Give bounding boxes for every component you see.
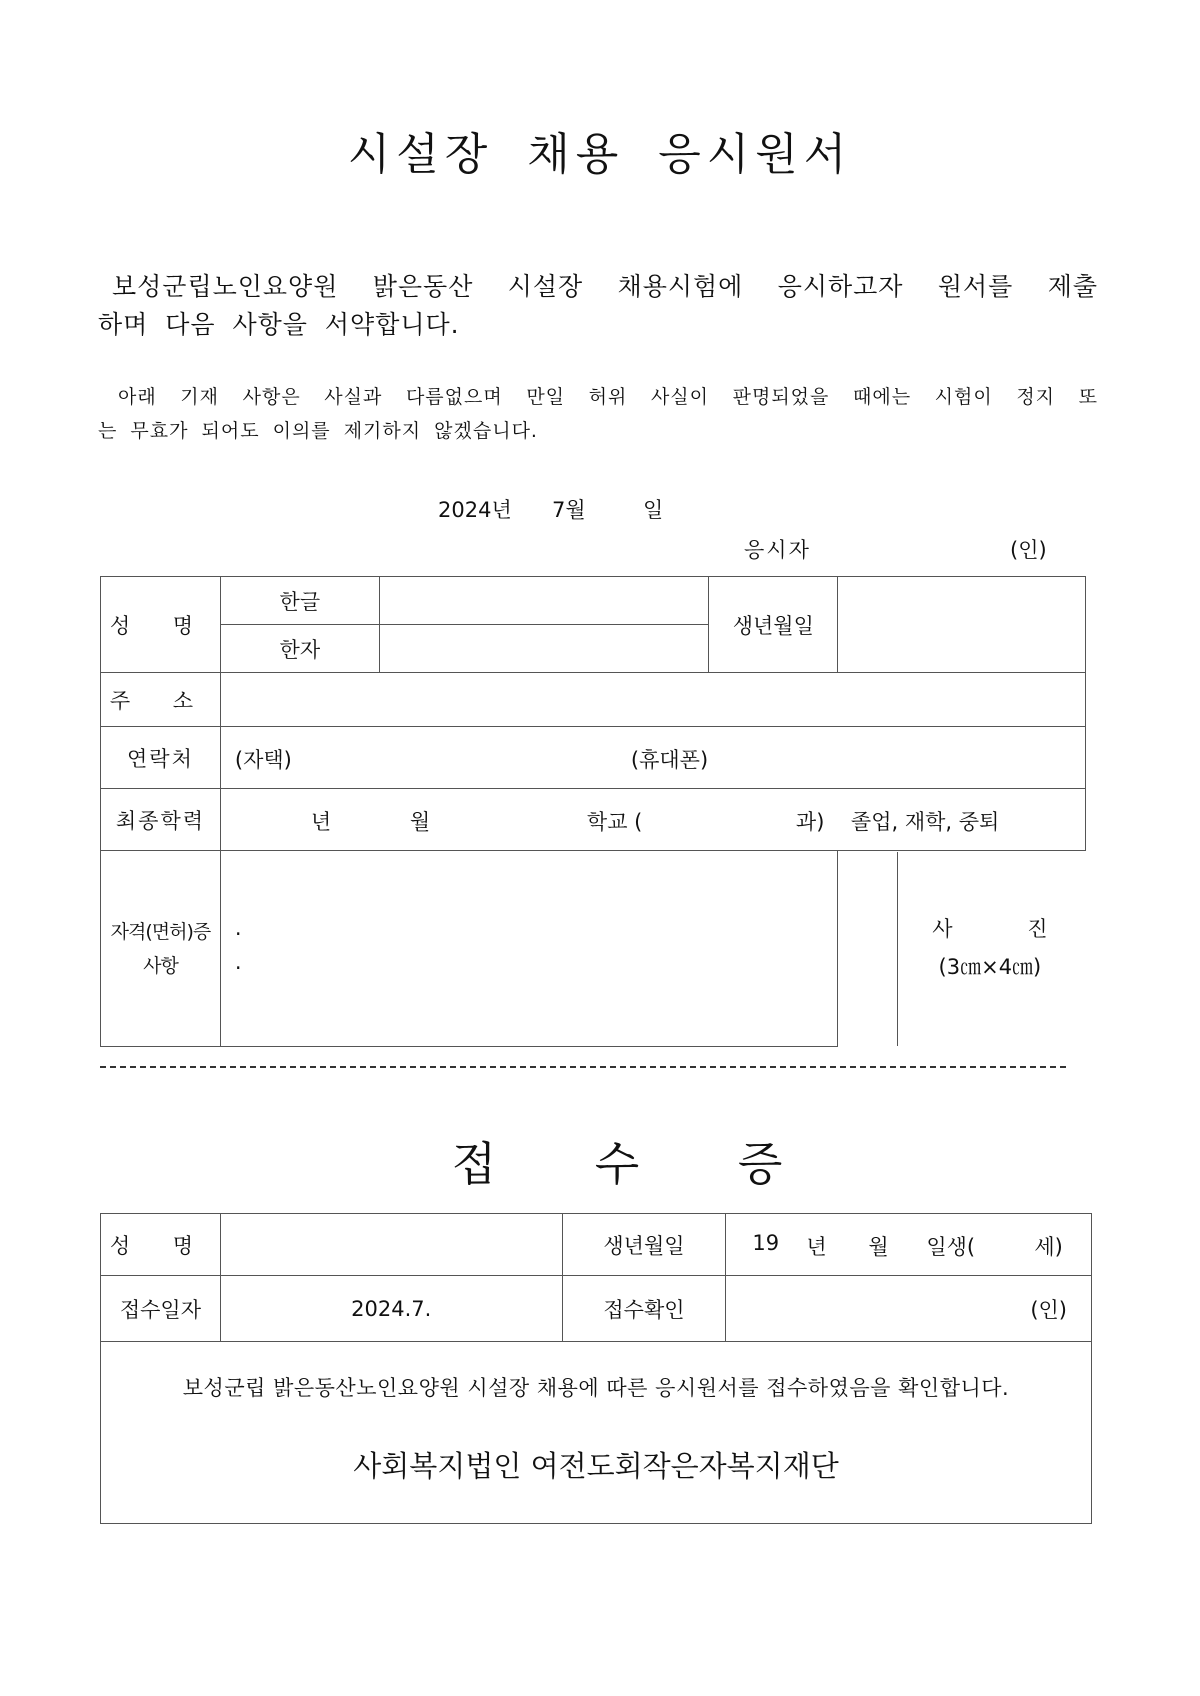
education-month-label: 월 — [409, 809, 431, 834]
receipt-date-label: 접수일자 — [101, 1276, 221, 1342]
birth-age-label: 세) — [1034, 1234, 1063, 1259]
education-school-label: 학교 ( — [586, 809, 643, 834]
receipt-birth-field[interactable] — [726, 1214, 1092, 1276]
birth-date-field[interactable] — [838, 577, 1086, 673]
receipt-birth-label: 생년월일 — [562, 1214, 726, 1276]
education-status-options: 졸업, 재학, 중퇴 — [850, 809, 1000, 834]
license-bullet-2: · — [234, 955, 242, 980]
declaration-line-1: 아래 기재 사항은 사실과 다름없으며 만일 허위 사실이 판명되었을 때에는 시험이 정지 또 — [118, 386, 1098, 408]
hanja-name-field[interactable] — [379, 625, 709, 673]
license-label-line-1: 자격(면허)증 — [110, 920, 211, 943]
contact-label: 연락처 — [101, 727, 221, 789]
receipt-table — [100, 1213, 1092, 1524]
birth-year-label: 년 — [806, 1234, 827, 1259]
license-label-line-2: 사항 — [143, 954, 178, 977]
education-dept-label: 과) — [795, 809, 825, 834]
date-day: 일 — [643, 498, 664, 522]
declaration-paragraph — [98, 380, 1098, 448]
education-label: 최종학력 — [101, 789, 221, 851]
name-label: 성 명 — [101, 577, 221, 673]
hangul-name-field[interactable] — [379, 577, 709, 625]
address-label: 주 소 — [101, 673, 221, 727]
birth-century-prefix: 19 — [752, 1230, 780, 1255]
pledge-line-1: 보성군립노인요양원 밝은동산 시설장 채용시험에 응시하고자 원서를 제출 — [112, 272, 1098, 301]
photo-label: 사 진 — [932, 916, 1082, 941]
foundation-name: 사회복지법인 여전도회작은자복지재단 — [353, 1449, 839, 1483]
photo-box — [898, 910, 1082, 986]
birth-day-label: 일생( — [926, 1234, 976, 1259]
receipt-confirm-text: 보성군립 밝은동산노인요양원 시설장 채용에 따른 응시원서를 접수하였음을 확인합니다. — [182, 1376, 1010, 1400]
photo-size-label: (3㎝×4㎝) — [938, 954, 1042, 979]
address-field[interactable] — [220, 673, 1085, 727]
receipt-confirm-label: 접수확인 — [562, 1276, 726, 1342]
receipt-title: 접 수 증 — [451, 1137, 825, 1191]
application-table — [100, 576, 1086, 1047]
pledge-paragraph — [98, 268, 1098, 344]
receipt-confirm-seal: (인) — [726, 1276, 1092, 1342]
date-month: 7월 — [552, 498, 586, 522]
applicant-label: 응시자 — [744, 538, 811, 562]
education-year-label: 년 — [310, 809, 332, 834]
receipt-statement-cell — [101, 1342, 1092, 1524]
hangul-label: 한글 — [220, 577, 379, 625]
applicant-seal: (인) — [1010, 538, 1047, 562]
receipt-name-label: 성 명 — [101, 1214, 221, 1276]
receipt-date-value: 2024.7. — [220, 1276, 562, 1342]
date-year: 2024년 — [438, 498, 512, 522]
declaration-line-2: 는 무효가 되어도 이의를 제기하지 않겠습니다. — [98, 420, 538, 442]
license-label — [101, 851, 221, 1047]
birth-date-label: 생년월일 — [709, 577, 838, 673]
home-phone-label: (자택) — [234, 747, 292, 772]
education-field[interactable] — [220, 789, 1085, 851]
mobile-phone-label: (휴대폰) — [630, 747, 709, 772]
pledge-line-2: 하며 다음 사항을 서약합니다. — [98, 310, 460, 339]
license-field[interactable] — [220, 851, 1082, 1047]
page-title: 시설장 채용 응시원서 — [347, 129, 853, 180]
birth-month-label: 월 — [868, 1234, 889, 1259]
hanja-label: 한자 — [220, 625, 379, 673]
cut-line-divider — [100, 1066, 1066, 1068]
receipt-name-field[interactable] — [220, 1214, 562, 1276]
contact-field[interactable] — [220, 727, 1085, 789]
license-bullet-1: · — [234, 921, 242, 946]
